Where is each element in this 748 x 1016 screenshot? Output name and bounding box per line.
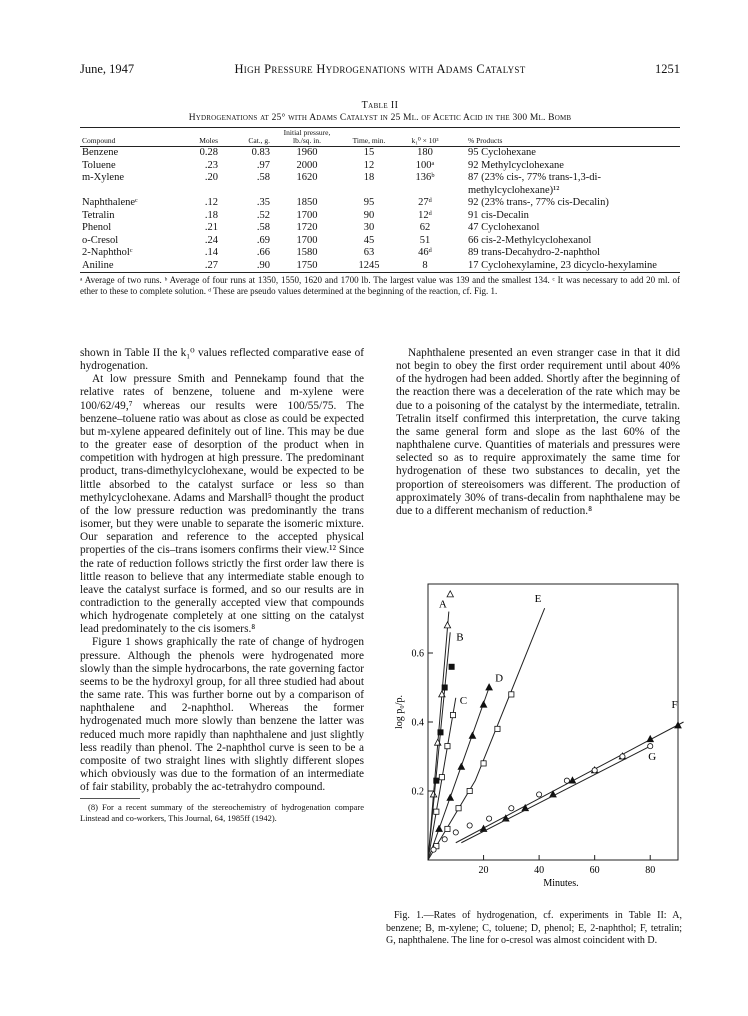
data-point-C	[434, 809, 439, 814]
right-column	[396, 347, 680, 518]
figure-1	[386, 578, 686, 908]
x-axis-label: Minutes.	[543, 878, 579, 889]
data-point-E	[509, 692, 514, 697]
cell-pressure: 1580	[296, 247, 318, 258]
cell-time: 45	[363, 234, 375, 246]
cell-pressure: 1700	[296, 209, 318, 221]
y-tick-label: 0.2	[411, 786, 424, 798]
cell-moles: .27	[176, 260, 220, 273]
table-row	[80, 160, 680, 173]
cell-pressure: 1960	[296, 147, 318, 158]
cell-cat: .90	[220, 260, 272, 273]
cell-k: 100ᵃ	[415, 159, 435, 171]
cell-compound: Toluene	[82, 159, 116, 171]
series-line-G	[461, 746, 650, 843]
series-label-G: G	[648, 751, 657, 764]
cell-cat: .66	[256, 247, 270, 258]
hydrogenation-table	[80, 127, 680, 273]
figure-caption: Fig. 1.—Rates of hydrogenation, cf. experiments in Table II: A, benzene; B, m-xylene; C, toluene; D, phenol; E, 2-naphthol; F, tetralin; G, naphthalene. The line for o-cresol was almost coincident with D.	[386, 910, 682, 946]
x-tick-label: 40	[534, 865, 545, 876]
data-point-G	[431, 847, 436, 852]
footnote: (8) For a recent summary of the stereochemistry of hydrogenation compare Linstead and co-workers, This Journal, 64, 1985ff (1942).	[80, 802, 364, 823]
table-row	[80, 222, 680, 235]
cell-pressure: 1620	[296, 172, 318, 183]
cell-cat: .58	[256, 172, 270, 183]
table-row	[80, 247, 680, 260]
cell-pressure: 1720	[296, 222, 318, 233]
y-axis-label: log p₀/p.	[394, 694, 405, 730]
data-point-D	[469, 732, 475, 738]
cell-moles: .14	[204, 247, 218, 258]
cell-pressure: 1850	[296, 197, 318, 208]
running-title: High Pressure Hydrogenations with Adams Catalyst	[234, 62, 526, 76]
series-label-F: F	[671, 699, 678, 711]
data-point-A	[447, 591, 453, 597]
data-point-D	[458, 763, 464, 769]
cell-k: 136ᵇ	[415, 172, 435, 183]
data-point-G	[620, 754, 625, 759]
cell-time: 30	[363, 222, 375, 233]
data-point-F	[675, 722, 681, 728]
paragraph: Figure 1 shows graphically the rate of change of hydrogen pressure. Although the phenols were hydrogenated more slowly than the simple hydrocarbons, the rate governing factor seems to be the hydroxyl group, for all three studied had about the same rate. This was further borne out by a comparison of naphthalene and 2-naphthol. Whereas the former hydrogenated much more slowly than benzene the latter was reduced much more rapidly than naphthalene and just slightly less readily than phenol. The 2-naphthol curve is seen to be a composite of two straight lines with slightly different slopes which obviously was due to the formation of an intermediate of fair stability, probably the ac-tetrahydro compound.	[80, 636, 364, 794]
col-moles: Moles	[176, 128, 220, 147]
y-tick-label: 0.4	[411, 717, 424, 729]
cell-time: 18	[363, 172, 375, 183]
plot-frame	[428, 584, 678, 860]
cell-cat: .97	[256, 159, 270, 171]
table-row	[80, 260, 680, 273]
data-point-G	[442, 837, 447, 842]
cell-products: 95 Cyclohexane	[468, 147, 536, 158]
cell-moles: .21	[204, 222, 218, 233]
table-row	[80, 210, 680, 223]
data-point-G	[487, 816, 492, 821]
cell-compound: m-Xylene	[82, 172, 124, 183]
cell-compound: Phenol	[82, 222, 112, 233]
cell-pressure: 1700	[296, 234, 318, 246]
cell-moles: .20	[204, 172, 218, 183]
data-point-E	[456, 806, 461, 811]
cell-moles: .18	[204, 209, 218, 221]
running-head	[80, 62, 680, 80]
table-body	[80, 147, 680, 273]
data-point-G	[509, 806, 514, 811]
data-point-D	[480, 701, 486, 707]
table-ii	[80, 100, 680, 297]
col-catalyst: Cat., g.	[220, 128, 272, 147]
col-rate-constant: k₁⁰ × 10³	[396, 128, 454, 147]
cell-cat: 0.83	[251, 147, 270, 158]
cell-products: 92 (23% trans-, 77% cis-Decalin)	[468, 197, 609, 208]
series-label-D: D	[495, 672, 504, 685]
data-point-G	[564, 778, 569, 783]
cell-cat: .52	[256, 209, 270, 221]
cell-time: 90	[363, 209, 375, 221]
data-point-D	[447, 794, 453, 800]
data-point-G	[467, 823, 472, 828]
cell-cat: .35	[256, 197, 270, 208]
cell-products: 47 Cyclohexanol	[468, 222, 540, 233]
cell-k: 180	[417, 147, 433, 158]
cell-k: 62	[419, 222, 431, 233]
cell-compound: o-Cresol	[82, 234, 119, 246]
cell-products: 89 trans-Decahydro-2-naphthol	[468, 247, 601, 258]
table-header-row	[80, 128, 680, 147]
data-point-B	[434, 778, 439, 783]
cell-pressure: 1750	[272, 260, 342, 273]
cell-time: 63	[363, 247, 375, 258]
table-label: Table II	[361, 100, 399, 111]
series-label-E: E	[534, 593, 542, 606]
data-point-D	[486, 684, 492, 690]
cell-compound: 2-Naphtholᶜ	[82, 247, 133, 258]
cell-k: 27ᵈ	[418, 197, 432, 208]
cell-k: 46ᵈ	[418, 247, 432, 258]
table-row	[80, 172, 680, 197]
data-point-E	[495, 726, 500, 731]
data-point-C	[450, 713, 455, 718]
cell-k: 8	[396, 260, 454, 273]
cell-compound: Naphthaleneᶜ	[82, 197, 138, 208]
col-compound: Compound	[80, 128, 176, 147]
data-point-A	[430, 791, 436, 797]
paragraph: Naphthalene presented an even stranger case in that it did not begin to obey the first order requirement until about 40% of the hydrogen had been added. Shortly after the beginning of the reaction there was a deceleration of the rate which may be due to a poisoning of the catalyst by the intermediate, tetralin. Tetralin itself confirmed this interpretation, the curve taking the same general form and slope as the last 60% of the naphthalene curve. Quantities of materials and pressures were selected so as to require approximately the same time for hydrogenation of these two substances to decalin, yet the proportion of stereoisomers was different. The production of approximately 30% of trans-decalin from naphthalene may be due to a different mechanism of reduction.⁸	[396, 347, 680, 517]
table-row	[80, 235, 680, 248]
data-point-E	[445, 826, 450, 831]
paragraph: shown in Table II the k₁⁰ values reflected comparative ease of hydrogenation.	[80, 347, 364, 373]
series-label-C: C	[459, 694, 468, 707]
data-point-G	[537, 792, 542, 797]
x-tick-label: 80	[645, 865, 656, 876]
series-line-A	[428, 612, 449, 860]
left-column	[80, 347, 364, 823]
paragraph: At low pressure Smith and Pennekamp found that the relative rates of benzene, toluene and m-xylene were 100/62/49,⁷ whereas our results were 100/55/75. The benzene–toluene ratio was about as close as could be expected but m-xylene appeared definitely out of line. This may be due to the greater ease of desorption of the product when in competition with hydrogen at high pressure. The predominant product, trans-dimethylcyclohexane, would be expected to be little absorbed to the catalyst surface or less so than methylcyclohexane. Adams and Marshall⁵ thought the product of the low pressure reduction was predominantly the trans isomer, but they were unable to separate the isomeric mixture. Our separation and reference to the accepted physical properties of the cis–trans isomers confirms their view.¹² Since the rate of reduction follows strictly the first order law there is little reason to believe that any intermediate stable enough to leave the catalyst surface is formed, and so our results are in contradiction to the generally accepted view that compounds which hydrogenate completely at one sitting on the catalyst lead predominately to the cis isomers.⁸	[80, 373, 364, 636]
data-point-B	[442, 685, 447, 690]
data-point-C	[445, 744, 450, 749]
cell-moles: 0.28	[199, 147, 218, 158]
col-pressure: Initial pressure, lb./sq. in.	[272, 128, 342, 147]
col-products: % Products	[454, 128, 680, 147]
col-time: Time, min.	[342, 128, 396, 147]
table-title: Hydrogenations at 25° with Adams Catalyst in 25 Ml. of Acetic Acid in the 300 Ml. Bomb	[188, 113, 572, 123]
cell-products: 92 Methylcyclohexane	[468, 159, 564, 171]
data-point-G	[592, 768, 597, 773]
data-point-B	[438, 730, 443, 735]
x-tick-label: 20	[478, 865, 489, 876]
cell-time: 15	[363, 147, 375, 158]
data-point-G	[453, 830, 458, 835]
table-footnote: ᵃ Average of two runs. ᵇ Average of four runs at 1350, 1550, 1620 and 1700 lb. The largest value was 139 and the smallest 134. ᶜ It was necessary to add 20 ml. of ether to these to complete solution. ᵈ These are pseudo values determined at the beginning of the reaction, cf. Fig. 1.	[80, 275, 680, 296]
rate-chart	[386, 578, 686, 908]
table-row	[80, 147, 680, 160]
cell-k: 51	[419, 234, 431, 246]
data-point-C	[439, 775, 444, 780]
cell-compound: Tetralin	[82, 209, 115, 221]
cell-cat: .58	[256, 222, 270, 233]
cell-pressure: 2000	[296, 159, 318, 171]
data-point-B	[449, 664, 454, 669]
cell-products: 66 cis-2-Methylcyclohexanol	[468, 234, 592, 246]
cell-products: 91 cis-Decalin	[468, 209, 529, 221]
cell-time: 95	[363, 197, 375, 208]
table-row	[80, 197, 680, 210]
cell-compound: Benzene	[82, 147, 119, 158]
series-label-A: A	[438, 598, 447, 611]
x-tick-label: 60	[589, 865, 600, 876]
cell-moles: .23	[204, 159, 218, 171]
data-point-A	[444, 622, 450, 628]
series-label-B: B	[456, 631, 464, 644]
cell-cat: .69	[256, 234, 270, 246]
data-point-E	[467, 788, 472, 793]
data-point-D	[436, 825, 442, 831]
y-tick-label: 0.6	[411, 648, 424, 660]
cell-time: 1245	[342, 260, 396, 273]
page-number: 1251	[655, 62, 680, 76]
cell-compound: Aniline	[80, 260, 176, 273]
cell-k: 12ᵈ	[418, 209, 432, 221]
footnote-divider	[80, 798, 140, 799]
cell-products: 17 Cyclohexylamine, 23 dicyclo-hexylamine	[454, 260, 680, 273]
cell-time: 12	[363, 159, 375, 171]
cell-products: 87 (23% cis-, 77% trans-1,3-di-methylcyclohexane)¹²	[468, 172, 601, 196]
issue-date: June, 1947	[80, 62, 135, 76]
data-point-E	[481, 761, 486, 766]
cell-moles: .12	[204, 197, 218, 208]
series-line-D	[428, 688, 489, 861]
cell-moles: .24	[204, 234, 218, 246]
data-point-G	[648, 744, 653, 749]
